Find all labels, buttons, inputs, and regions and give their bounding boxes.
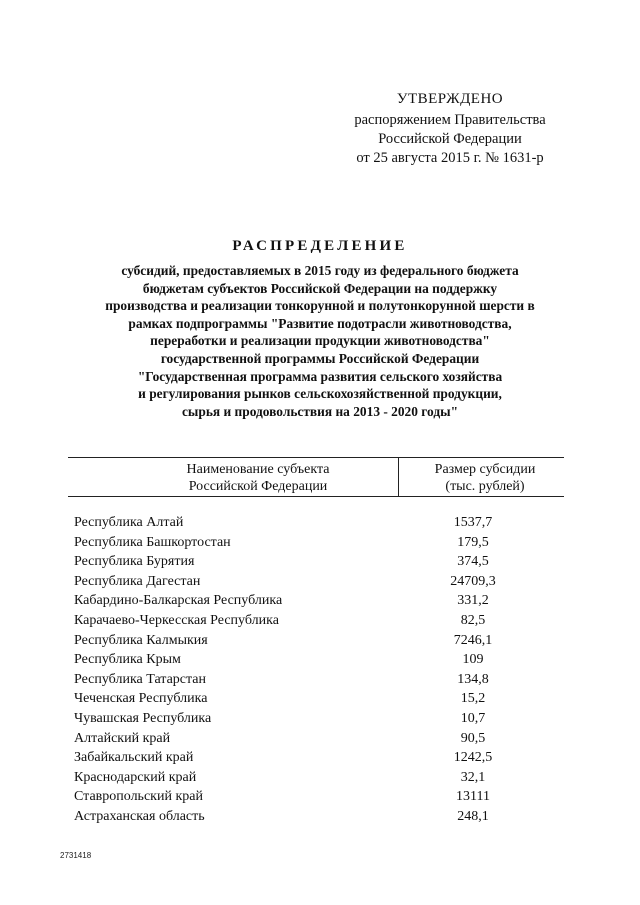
amount-header-line-1: Размер субсидии (434, 462, 536, 477)
region-name: Республика Калмыкия (74, 632, 208, 648)
approval-line-2: Российской Федерации (378, 131, 522, 147)
region-name: Республика Башкортостан (74, 534, 231, 550)
region-name: Чеченская Республика (74, 691, 208, 707)
region-name: Кабардино-Балкарская Республика (74, 593, 283, 609)
subsidy-amount: 1537,7 (453, 515, 493, 530)
subsidy-amount: 10,7 (460, 710, 486, 726)
approval-line-1: распоряжением Правительства (354, 112, 546, 128)
region-header-line-1: Наименование субъекта (186, 462, 330, 477)
region-name: Республика Бурятия (74, 554, 195, 570)
subsidy-amount: 248,1 (457, 808, 489, 824)
region-header-line-2: Российской Федерации (188, 479, 328, 494)
region-name: Республика Татарстан (74, 671, 207, 687)
table-row (68, 650, 564, 670)
table-row (68, 611, 564, 631)
subtitle-line: бюджетам субъектов Российской Федерации на поддержку (142, 280, 498, 296)
region-name: Карачаево-Черкесская Республика (74, 612, 279, 628)
subsidy-amount: 24709,3 (450, 573, 496, 589)
table-row (68, 631, 564, 651)
region-name: Республика Алтай (74, 515, 184, 530)
table-row (68, 591, 564, 611)
subsidy-amount: 109 (462, 652, 484, 668)
subsidy-amount: 1242,5 (453, 750, 493, 766)
table-row (68, 670, 564, 690)
subtitle-line: и регулирования рынков сельскохозяйственной продукции, (138, 386, 502, 402)
region-name: Краснодарский край (74, 769, 197, 785)
approval-line-3: от 25 августа 2015 г. № 1631-р (356, 150, 544, 166)
region-name: Астраханская область (74, 808, 205, 824)
subsidy-amount: 374,5 (457, 554, 489, 570)
subsidy-amount: 134,8 (457, 671, 489, 687)
approval-block (330, 90, 570, 168)
table-row (68, 572, 564, 592)
table-row (68, 729, 564, 749)
region-name: Алтайский край (74, 730, 171, 746)
subsidy-amount: 7246,1 (453, 632, 493, 648)
subtitle-line: производства и реализации тонкорунной и полутонкорунной шерсти в (105, 298, 535, 314)
subtitle-line: "Государственная программа развития сельского хозяйства (137, 368, 503, 384)
table-row (68, 689, 564, 709)
region-name: Забайкальский край (74, 750, 194, 766)
table-header (68, 457, 564, 497)
region-name: Чувашская Республика (74, 710, 212, 726)
subsidy-amount: 32,1 (460, 769, 486, 785)
subtitle-line: рамках подпрограммы "Развитие подотрасли животноводства, (128, 315, 512, 331)
subsidy-amount: 15,2 (460, 691, 486, 707)
table-row (68, 787, 564, 807)
subsidy-amount: 90,5 (460, 730, 486, 746)
subtitle-line: субсидий, предоставляемых в 2015 году из федерального бюджета (121, 263, 519, 278)
approved-label: УТВЕРЖДЕНО (396, 91, 504, 107)
subsidy-amount: 331,2 (457, 593, 489, 609)
table-row (68, 709, 564, 729)
document-title: РАСПРЕДЕЛЕНИЕ (232, 238, 408, 254)
amount-header-line-2: (тыс. рублей) (445, 479, 525, 494)
document-code: 2731418 (60, 851, 92, 860)
subtitle-line: сырья и продовольствия на 2013 - 2020 годы" (181, 403, 459, 419)
subtitle-line: переработки и реализации продукции животноводства" (150, 333, 490, 349)
subsidy-table-body (68, 513, 564, 827)
table-row (68, 513, 564, 533)
subsidy-amount: 13111 (456, 789, 490, 805)
subsidy-amount: 82,5 (460, 612, 486, 628)
region-name: Республика Крым (74, 652, 181, 668)
column-divider (398, 458, 399, 496)
region-name: Республика Дагестан (74, 573, 201, 589)
amount-column-header (405, 461, 565, 495)
region-name: Ставропольский край (74, 789, 203, 805)
table-row (68, 768, 564, 788)
table-row (68, 533, 564, 553)
table-row (68, 748, 564, 768)
subtitle-line: государственной программы Российской Федерации (160, 350, 480, 366)
table-row (68, 807, 564, 827)
document-subtitle (52, 262, 588, 420)
region-column-header (108, 461, 408, 495)
table-row (68, 552, 564, 572)
subsidy-amount: 179,5 (457, 534, 489, 550)
